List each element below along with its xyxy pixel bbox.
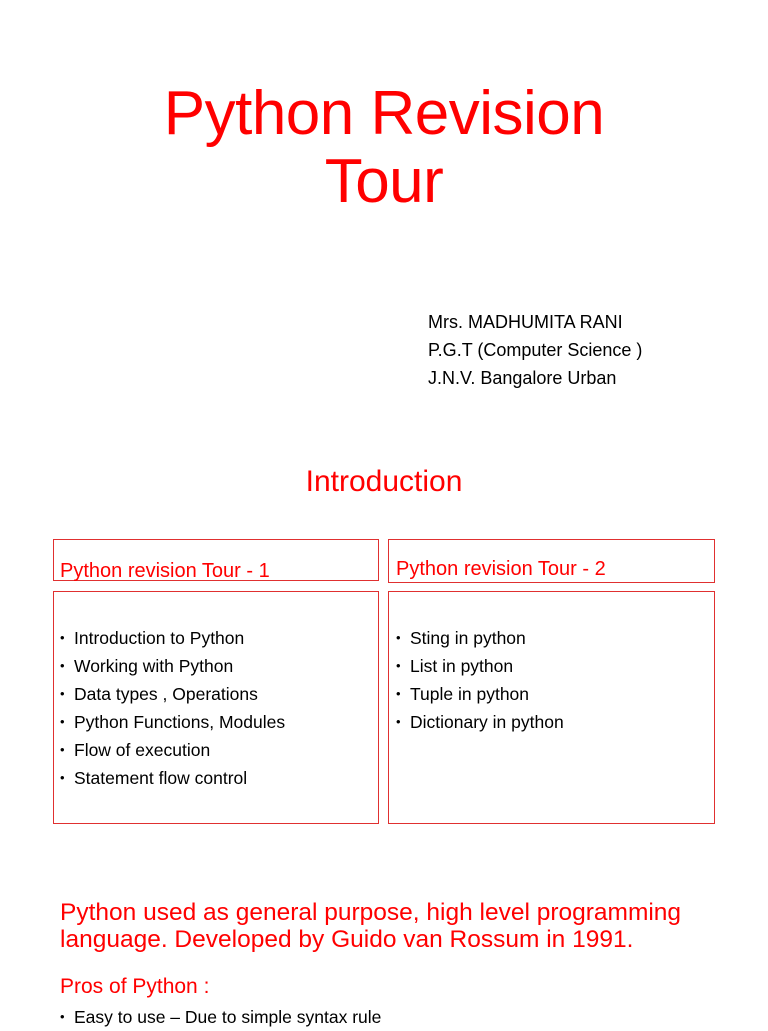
list-item: • Python Functions, Modules <box>60 708 378 736</box>
list-item: • Easy to use – Due to simple syntax rule <box>60 1003 381 1031</box>
tour-1-header-box <box>53 539 379 581</box>
tour-2-topics-box <box>388 591 715 824</box>
list-item: • Working with Python <box>60 652 378 680</box>
slide-title <box>0 80 768 216</box>
author-block <box>428 308 642 392</box>
pros-heading: Pros of Python : <box>60 975 210 998</box>
introduction-heading: Introduction <box>305 465 463 498</box>
list-item: • Flow of execution <box>60 736 378 764</box>
slide-title-line-1: Python Revision <box>163 79 605 148</box>
list-item: • Sting in python <box>396 624 714 652</box>
tour-2-header-box <box>388 539 715 583</box>
list-item: • Introduction to Python <box>60 624 378 652</box>
slide-title-line-2: Tour <box>324 147 444 216</box>
pros-list <box>60 1003 381 1031</box>
author-school: J.N.V. Bangalore Urban <box>428 368 617 388</box>
author-name: Mrs. MADHUMITA RANI <box>428 312 623 332</box>
tour-1-topics-box <box>53 591 379 824</box>
tour-2-topic-list <box>396 624 714 736</box>
list-item: • Dictionary in python <box>396 708 714 736</box>
list-item: • Statement flow control <box>60 764 378 792</box>
author-designation: P.G.T (Computer Science ) <box>428 340 643 360</box>
python-description: Python used as general purpose, high level programming language. Developed by Guido van Rossum in 1991. <box>60 899 682 953</box>
list-item: • List in python <box>396 652 714 680</box>
list-item: • Data types , Operations <box>60 680 378 708</box>
tour-1-topic-list <box>60 624 378 792</box>
tour-1-title: Python revision Tour - 1 <box>60 560 270 582</box>
list-item: • Tuple in python <box>396 680 714 708</box>
tour-2-title: Python revision Tour - 2 <box>396 558 606 580</box>
